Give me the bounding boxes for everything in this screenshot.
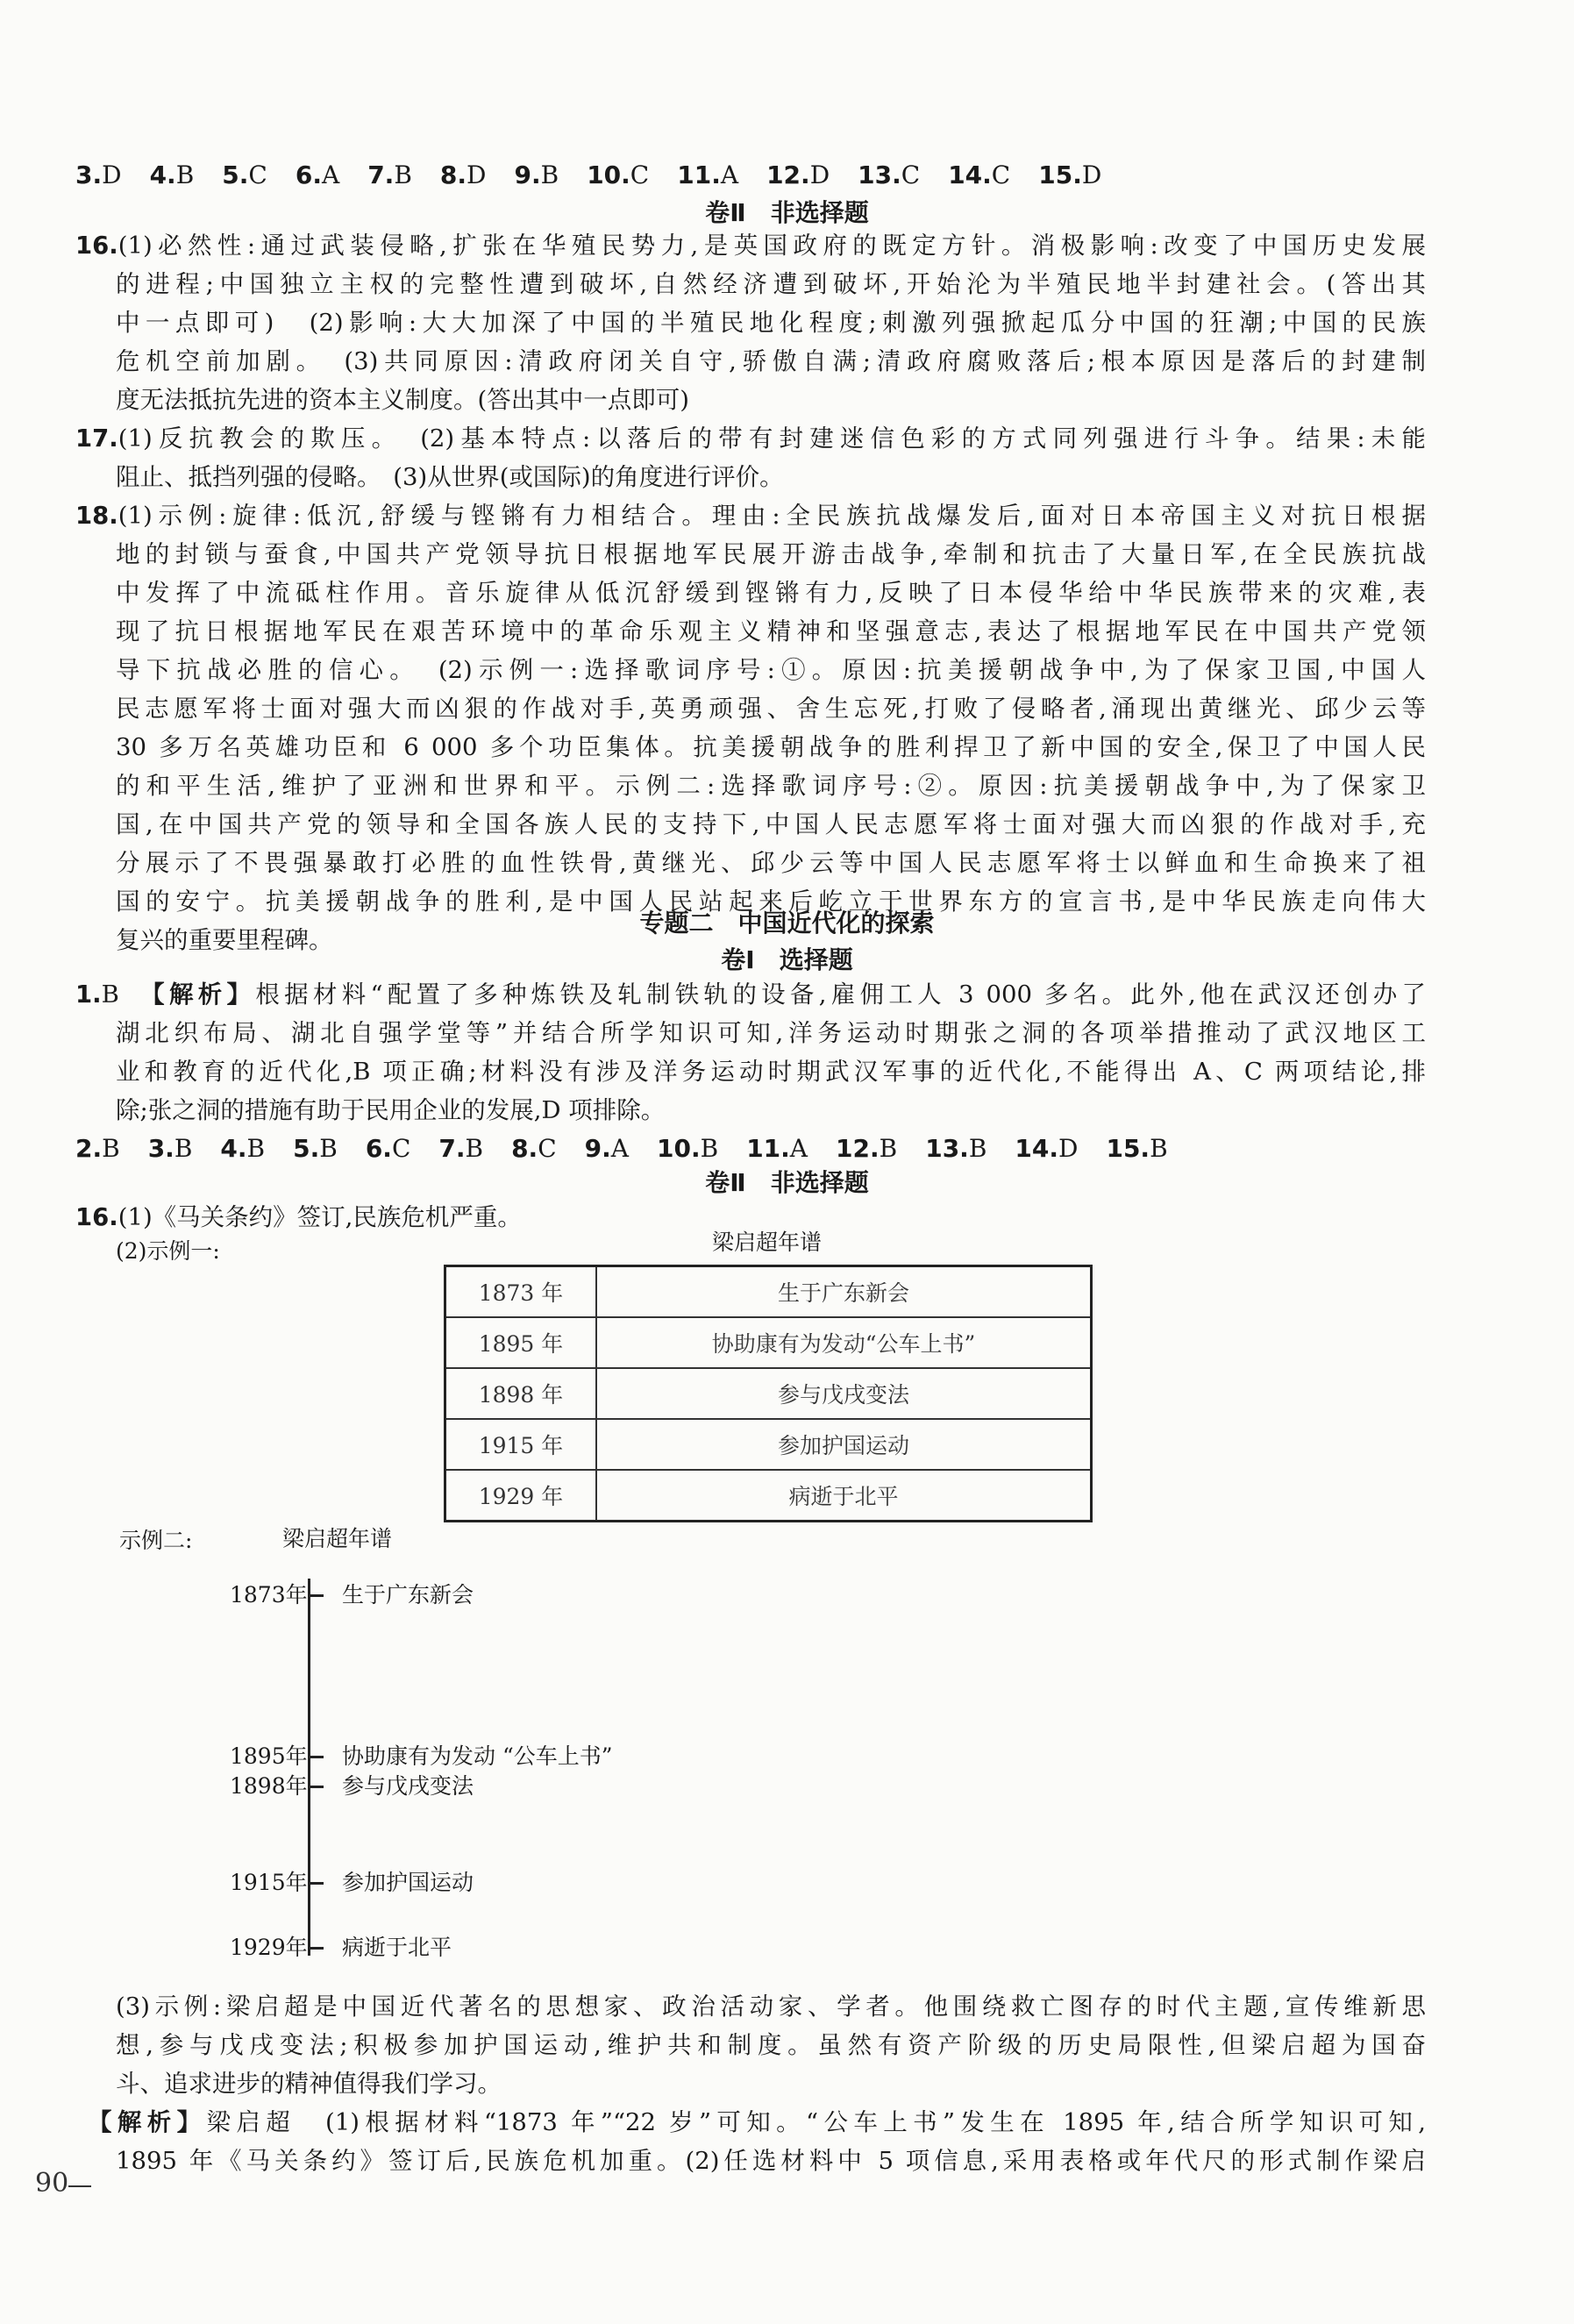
q16b-part3-line-0: (3)示例:梁启超是中国近代著名的思想家、政治活动家、学者。他围绕救亡图存的时代主题,宣传维新思 (116, 1993, 1426, 2021)
answer-item: 4.B (220, 1134, 266, 1163)
answer-item: 7.B (367, 160, 412, 189)
answer-item: 9.A (584, 1134, 629, 1163)
q1-line-2: 业和教育的近代化,B 项正确;材料没有涉及洋务运动时期武汉军事的近代化,不能得出 A、C 两项结论,排 (116, 1058, 1426, 1086)
answer-item: 12.D (766, 160, 830, 189)
section-heading-choice: 卷Ⅰ 选择题 (721, 945, 853, 974)
table-row: 1873 年 生于广东新会 (445, 1266, 1092, 1318)
q18-line-0: 18.(1)示例:旋律:低沉,舒缓与铿锵有力相结合。理由:全民族抗战爆发后,面对日本帝国主义对抗日根据 (75, 502, 1426, 530)
q18-line-6: 30 多万名英雄功臣和 6 000 多个功臣集体。抗美援朝战争的胜利捍卫了新中国的安全,保卫了中国人民 (116, 733, 1426, 761)
q18-line-8: 国,在中国共产党的领导和全国各族人民的支持下,中国人民志愿军将士面对强大而凶狠的作战对手,充 (116, 810, 1426, 838)
q16b-analysis-line-0: 【解析】梁启超 (1)根据材料“1873 年”“22 岁”可知。“公车上书”发生在 1895 年,结合所学知识可知, (88, 2108, 1427, 2136)
answer-item: 5.C (222, 160, 267, 189)
answer-item: 14.D (1015, 1134, 1079, 1163)
page-number-dash (68, 2185, 91, 2187)
answer-item: 11.A (677, 160, 739, 189)
answer-item: 14.C (948, 160, 1011, 189)
answer-row-2 (75, 1130, 1196, 1168)
q16-number: 16. (75, 232, 118, 260)
section-heading-nonchoice-2: 卷Ⅱ 非选择题 (705, 1168, 869, 1197)
table-row: 1915 年 参加护国运动 (445, 1419, 1092, 1470)
timeline-tick (308, 1756, 324, 1758)
q18-line-7: 的和平生活,维护了亚洲和世界和平。示例二:选择歌词序号:②。原因:抗美援朝战争中,为了保家卫 (116, 772, 1426, 800)
q18-line-5: 民志愿军将士面对强大而凶狠的作战对手,英勇顽强、舍生忘死,打败了侵略者,涌现出黄继光、邱少云等 (116, 695, 1426, 723)
chronology-table (444, 1265, 1093, 1522)
q16b-line-1: 16.(1)《马关条约》签订,民族危机严重。 (75, 1203, 522, 1231)
answer-row-1 (75, 156, 1129, 195)
analysis-tag: 【解析】 (152, 980, 256, 1009)
answer-item: 9.B (514, 160, 559, 189)
answer-item: 6.C (365, 1134, 411, 1163)
timeline-event: 协助康有为发动 “公车上书” (342, 1743, 613, 1769)
section-heading-nonchoice-1: 卷Ⅱ 非选择题 (705, 198, 869, 227)
answer-item: 4.B (149, 160, 195, 189)
answer-item: 10.C (587, 160, 650, 189)
q18-number: 18. (75, 502, 118, 530)
timeline-year: 1915年 (230, 1870, 308, 1895)
q18-line-9: 分展示了不畏强暴敢打必胜的血性铁骨,黄继光、邱少云等中国人民志愿军将士以鲜血和生命换来了祖 (116, 849, 1426, 877)
answer-item: 11.A (746, 1134, 808, 1163)
q16-line-4: 度无法抵抗先进的资本主义制度。(答出其中一点即可) (116, 386, 689, 414)
timeline-tick (308, 1947, 324, 1950)
q1-line-0: 1.B 【解析】根据材料“配置了多种炼铁及轧制铁轨的设备,雇佣工人 3 000 多名。此外,他在武汉还创办了 (75, 980, 1427, 1009)
table-title: 梁启超年谱 (712, 1230, 823, 1255)
timeline-year: 1898年 (230, 1773, 308, 1799)
q18-line-10: 国的安宁。抗美援朝战争的胜利,是中国人民站起来后屹立于世界东方的宣言书,是中华民族走向伟大 (116, 888, 1426, 916)
q16-line-2: 中一点即可) (2)影响:大大加深了中国的半殖民地化程度;刺激列强掀起瓜分中国的狂潮;中国的民族 (116, 309, 1426, 337)
timeline-tick (308, 1882, 324, 1885)
q16-line-1: 的进程;中国独立主权的完整性遭到破坏,自然经济遭到破坏,开始沦为半殖民地半封建社会。(答出其 (116, 270, 1426, 298)
answer-item: 15.D (1038, 160, 1102, 189)
q16-line-3: 危机空前加剧。 (3)共同原因:清政府闭关自守,骄傲自满;清政府腐败落后;根本原因是落后的封建制 (116, 347, 1426, 375)
timeline-event: 生于广东新会 (342, 1582, 474, 1608)
answer-item: 10.B (657, 1134, 719, 1163)
answer-item: 8.C (511, 1134, 557, 1163)
q16b-analysis-line-1: 1895 年《马关条约》签订后,民族危机加重。(2)任选材料中 5 项信息,采用表格或年代尺的形式制作梁启 (116, 2147, 1426, 2175)
timeline-year: 1895年 (230, 1743, 308, 1769)
q1-line-3: 除;张之洞的措施有助于民用企业的发展,D 项排除。 (116, 1096, 666, 1124)
answer-item: 7.B (438, 1134, 484, 1163)
q18-line-3: 现了抗日根据地军民在艰苦环境中的革命乐观主义精神和坚强意志,表达了根据地军民在中国共产党领 (116, 617, 1426, 645)
table-row: 1895 年 协助康有为发动“公车上书” (445, 1317, 1092, 1368)
q16-line-0: 16.(1)必然性:通过武装侵略,扩张在华殖民势力,是英国政府的既定方针。消极影响:改变了中国历史发展 (75, 232, 1426, 260)
timeline-tick (308, 1786, 324, 1788)
q17-number: 17. (75, 424, 118, 453)
timeline-axis (308, 1579, 310, 1956)
table-row: 1929 年 病逝于北平 (445, 1470, 1092, 1522)
q16b-part3-line-1: 想,参与戊戌变法;积极参加护国运动,维护共和制度。虽然有资产阶级的历史局限性,但梁启超为国奋 (116, 2031, 1426, 2059)
q18-line-11: 复兴的重要里程碑。 (116, 926, 333, 954)
timeline-title: 梁启超年谱 (282, 1526, 393, 1551)
topic-2-title: 专题二 中国近代化的探索 (639, 909, 935, 937)
example-2-label: 示例二: (119, 1528, 193, 1553)
answer-item: 12.B (836, 1134, 898, 1163)
example-1-label: (2)示例一: (116, 1238, 220, 1264)
analysis-tag: 【解析】 (88, 2108, 207, 2136)
timeline-event: 病逝于北平 (342, 1935, 452, 1960)
q1-line-1: 湖北织布局、湖北自强学堂等”并结合所学知识可知,洋务运动时期张之洞的各项举措推动了武汉地区工 (116, 1019, 1426, 1047)
answer-item: 3.B (147, 1134, 193, 1163)
timeline-event: 参加护国运动 (342, 1870, 474, 1895)
q18-line-4: 导下抗战必胜的信心。 (2)示例一:选择歌词序号:①。原因:抗美援朝战争中,为了保家卫国,中国人 (116, 656, 1426, 684)
q16b-part3-line-2: 斗、追求进步的精神值得我们学习。 (116, 2070, 502, 2098)
q17-line-1: 阻止、抵挡列强的侵略。 (3)从世界(或国际)的角度进行评价。 (116, 463, 784, 491)
timeline-tick (308, 1594, 324, 1597)
answer-item: 5.B (293, 1134, 338, 1163)
answer-item: 8.D (439, 160, 487, 189)
timeline-year: 1873年 (230, 1582, 308, 1608)
page-number: 90 (35, 2168, 69, 2199)
answer-item: 6.A (295, 160, 340, 189)
table-row: 1898 年 参与戊戌变法 (445, 1368, 1092, 1419)
timeline-event: 参与戊戌变法 (342, 1773, 474, 1799)
answer-item: 2.B (75, 1134, 120, 1163)
timeline-year: 1929年 (230, 1935, 308, 1960)
answer-item: 3.D (75, 160, 122, 189)
q17-line-0: 17.(1)反抗教会的欺压。 (2)基本特点:以落后的带有封建迷信色彩的方式同列强进行斗争。结果:未能 (75, 424, 1426, 453)
answer-item: 13.C (858, 160, 921, 189)
q18-line-1: 地的封锁与蚕食,中国共产党领导抗日根据地军民展开游击战争,牵制和抗击了大量日军,在全民族抗战 (116, 540, 1426, 568)
q18-line-2: 中发挥了中流砥柱作用。音乐旋律从低沉舒缓到铿锵有力,反映了日本侵华给中华民族带来的灾难,表 (116, 579, 1426, 607)
answer-item: 13.B (925, 1134, 987, 1163)
answer-item: 15.B (1106, 1134, 1168, 1163)
